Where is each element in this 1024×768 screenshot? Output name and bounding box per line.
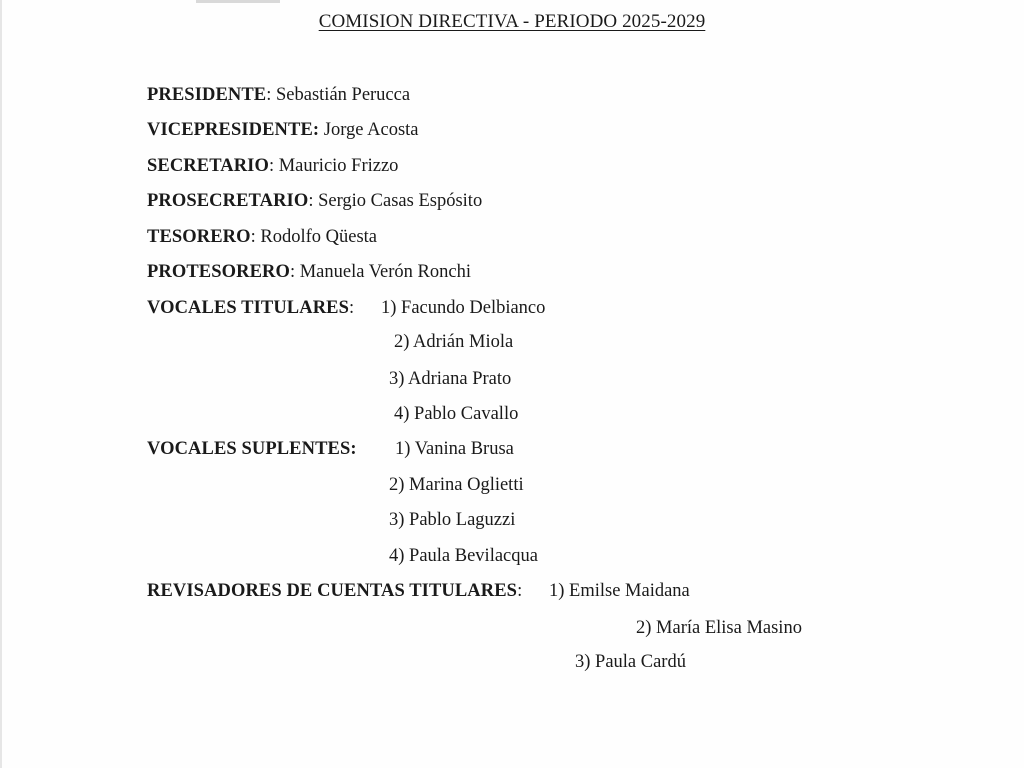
- role-separator: :: [308, 191, 314, 211]
- vocal-titular-1: 1) Facundo Delbianco: [381, 298, 546, 318]
- vocal-suplente-2: 2) Marina Oglietti: [389, 475, 524, 495]
- role-label: TESORERO: [147, 227, 251, 247]
- role-separator: :: [289, 262, 296, 282]
- document-title-wrap: [0, 11, 1024, 33]
- role-separator: :: [266, 85, 272, 105]
- role-separator: :: [250, 227, 256, 247]
- document-title: COMISION DIRECTIVA - PERIODO 2025-2029: [318, 11, 706, 32]
- role-label: PROSECRETARIO: [147, 191, 309, 211]
- role-tesorero: [147, 226, 377, 248]
- revisadores-label-line: [147, 580, 522, 602]
- vocal-titular-4: 4) Pablo Cavallo: [394, 404, 519, 424]
- role-secretario: [147, 155, 398, 177]
- role-name: Mauricio Frizzo: [274, 156, 399, 176]
- vocal-titular-3: 3) Adriana Prato: [389, 369, 512, 389]
- role-presidente: [147, 84, 410, 106]
- top-crop-mark: [196, 0, 280, 3]
- revisadores-label: REVISADORES DE CUENTAS TITULARES: [147, 581, 518, 601]
- role-label: SECRETARIO: [147, 156, 269, 176]
- role-name: Sergio Casas Espósito: [313, 191, 483, 211]
- page-edge: [0, 0, 2, 768]
- vocal-suplente-4: 4) Paula Bevilacqua: [389, 546, 538, 566]
- role-name: Rodolfo Qüesta: [255, 227, 378, 247]
- role-separator: :: [268, 156, 275, 176]
- revisador-1: 1) Emilse Maidana: [549, 581, 690, 601]
- vocales-titulares-label-line: [147, 297, 354, 319]
- vocal-suplente-1: 1) Vanina Brusa: [395, 439, 514, 459]
- revisador-2: 2) María Elisa Masino: [636, 618, 802, 638]
- role-name: Sebastián Perucca: [271, 85, 411, 105]
- role-protesorero: [147, 261, 471, 283]
- vocales-suplentes-label: [147, 438, 357, 460]
- role-label: PRESIDENTE: [147, 85, 267, 105]
- revisadores-separator: :: [517, 581, 523, 601]
- vocal-titular-2: 2) Adrián Miola: [394, 332, 514, 352]
- role-prosecretario: [147, 190, 482, 212]
- vocales-titulares-separator: :: [348, 298, 355, 318]
- vocales-suplentes-label-text: VOCALES SUPLENTES:: [147, 439, 357, 459]
- revisador-3: 3) Paula Cardú: [575, 652, 686, 672]
- vocales-titulares-label: VOCALES TITULARES: [147, 298, 349, 318]
- role-label: VICEPRESIDENTE:: [147, 120, 320, 140]
- role-label: PROTESORERO: [147, 262, 290, 282]
- role-name: Jorge Acosta: [319, 120, 419, 140]
- vocal-suplente-3: 3) Pablo Laguzzi: [389, 510, 516, 530]
- role-vicepresidente: [147, 119, 419, 141]
- role-name: Manuela Verón Ronchi: [295, 262, 471, 282]
